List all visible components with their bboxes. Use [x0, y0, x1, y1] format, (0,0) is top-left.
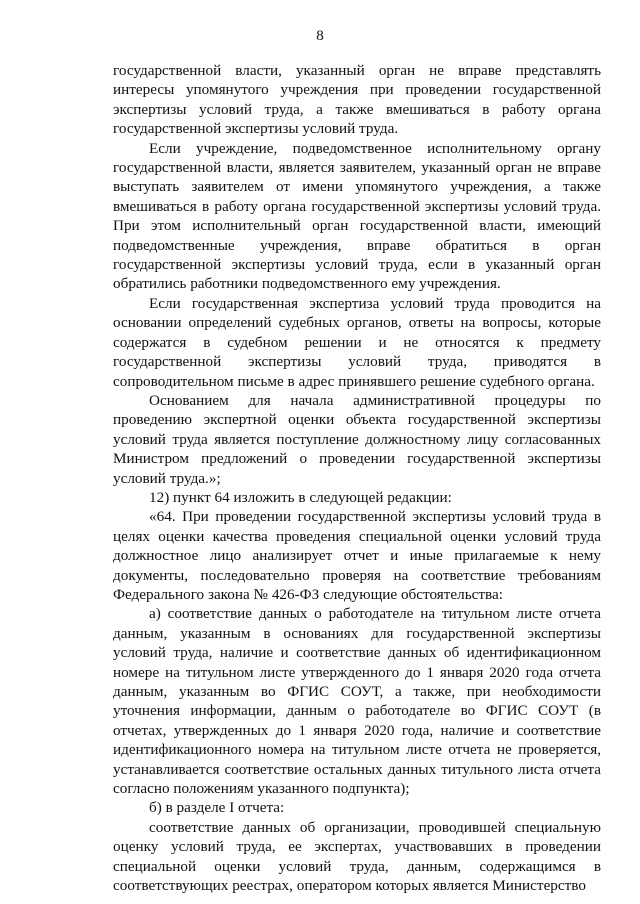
- paragraph-3: Если государственная экспертиза условий труда проводится на основании определений судебных органов, ответы на вопросы, которые содержатся в судебном решении и не относятся к предмету государственной экспертизы условий труда, приводятся в сопроводительном письме в адрес принявшего решение судебного органа.: [113, 294, 601, 390]
- paragraph-9: соответствие данных об организации, проводившей специальную оценку условий труда, ее экспертах, участвовавших в проведении специальной оценки условий труда, данным, содержащимся в соответствующих реестрах, оператором которых является Министерство: [113, 818, 601, 895]
- page-number: 8: [316, 28, 324, 44]
- document-body: [113, 61, 601, 895]
- paragraph-5: 12) пункт 64 изложить в следующей редакции:: [149, 488, 452, 506]
- paragraph-1: государственной власти, указанный орган не вправе представлять интересы упомянутого учреждения при проведении государственной экспертизы условий труда, а также вмешиваться в работу органа государственной экспертизы условий труда.: [113, 62, 601, 138]
- paragraph-7: а) соответствие данных о работодателе на титульном листе отчета данным, указанным в основаниях для государственной экспертизы условий труда, наличие и соответствие данных об идентификационном номере на титульном листе утвержденного до 1 января 2020 года отчета данным, указанным во ФГИС СОУТ, а также, при необходимости уточнения информации, данным о работодателе во ФГИС СОУТ (в отчетах, утвержденных до 1 января 2020 года, наличие и соответствие идентификационного номера на титульном листе отчета не проверяется, устанавливается соответствие остальных данных титульного листа отчета согласно положениям указанного подпункта);: [113, 605, 601, 798]
- paragraph-8: б) в разделе I отчета:: [149, 799, 285, 817]
- paragraph-2: Если учреждение, подведомственное исполнительному органу государственной власти, является заявителем, указанный орган не вправе выступать заявителем от имени упомянутого учреждения, а также вмешиваться в работу органа государственной экспертизы условий труда. При этом исполнительный орган государственной власти, имеющий подведомственные учреждения, вправе обратиться в орган государственной экспертизы условий труда, если в указанный орган обратились работники подведомственного ему учреждения.: [113, 139, 601, 293]
- paragraph-6: «64. При проведении государственной экспертизы условий труда в целях оценки качества проведения специальной оценки условий труда должностное лицо анализирует отчет и иные прилагаемые к нему документы, последовательно проверяя на соответствие требованиям Федерального закона № 426-ФЗ следующие обстоятельства:: [113, 508, 601, 603]
- paragraph-4: Основанием для начала административной процедуры по проведению экспертной оценки объекта государственной экспертизы условий труда является поступление должностному лицу согласованных Министром предложений о проведении государственной экспертизы условий труда.»;: [113, 391, 601, 487]
